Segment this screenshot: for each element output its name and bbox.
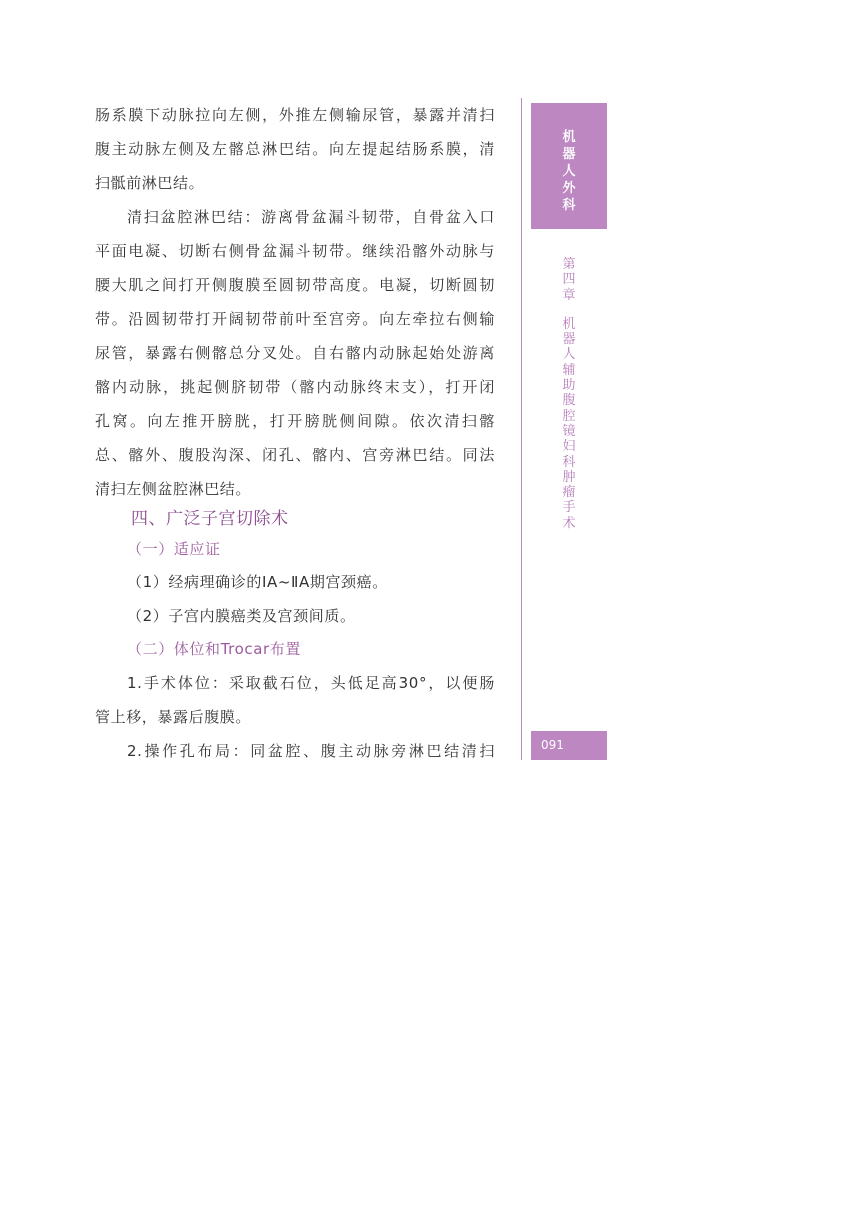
- p1-line: 扫骶前淋巴结。: [95, 174, 205, 192]
- margin-divider: [521, 98, 522, 760]
- p2-line: 带。沿圆韧带打开阔韧带前叶至宫旁。向左牵拉右侧输: [95, 310, 495, 328]
- p2-line: 髂内动脉，挑起侧脐韧带（髂内动脉终末支），打开闭: [95, 378, 495, 396]
- p1-line: 腹主动脉左侧及左髂总淋巴结。向左提起结肠系膜，清: [95, 140, 495, 158]
- section-heading: 四、广泛子宫切除术: [131, 509, 289, 529]
- p2-line: 平面电凝、切断右侧骨盆漏斗韧带。继续沿髂外动脉与: [95, 242, 495, 260]
- p4-line: 2.操作孔布局：同盆腔、腹主动脉旁淋巴结清扫: [127, 742, 495, 760]
- p2-line: 孔窝。向左推开膀胱，打开膀胱侧间隙。依次清扫髂: [95, 412, 495, 430]
- section-tab: [531, 103, 607, 229]
- p1-line: 肠系膜下动脉拉向左侧，外推左侧输尿管，暴露并清扫: [95, 106, 495, 124]
- subsection-heading: （二）体位和Trocar布置: [127, 640, 301, 658]
- section-tab-label: 机 器 人 外 科: [562, 130, 576, 213]
- p3-line: 1.手术体位：采取截石位，头低足高30°，以便肠: [127, 674, 495, 692]
- p2-line: 总、髂外、腹股沟深、闭孔、髂内、宫旁淋巴结。同法: [95, 446, 495, 464]
- p2-line: 腰大肌之间打开侧腹膜至圆韧带高度。电凝，切断圆韧: [95, 276, 495, 294]
- p2-line: 清扫左侧盆腔淋巴结。: [95, 480, 252, 498]
- chapter-running-title: 第 四 章 机 器 人 辅 助 腹 腔 镜 妇 科 肿 瘤 手 术: [562, 257, 576, 531]
- list-item: （2）子宫内膜癌类及宫颈间质。: [127, 607, 356, 625]
- subsection-heading: （一）适应证: [127, 540, 221, 558]
- list-item: （1）经病理确诊的ⅠA~ⅡA期宫颈癌。: [127, 573, 388, 591]
- p2-line: 尿管，暴露右侧髂总分叉处。自右髂内动脉起始处游离: [95, 344, 495, 362]
- p3-line: 管上移，暴露后腹膜。: [95, 708, 252, 726]
- p2-line: 清扫盆腔淋巴结：游离骨盆漏斗韧带，自骨盆入口: [127, 208, 495, 226]
- page-number: 091: [531, 731, 607, 760]
